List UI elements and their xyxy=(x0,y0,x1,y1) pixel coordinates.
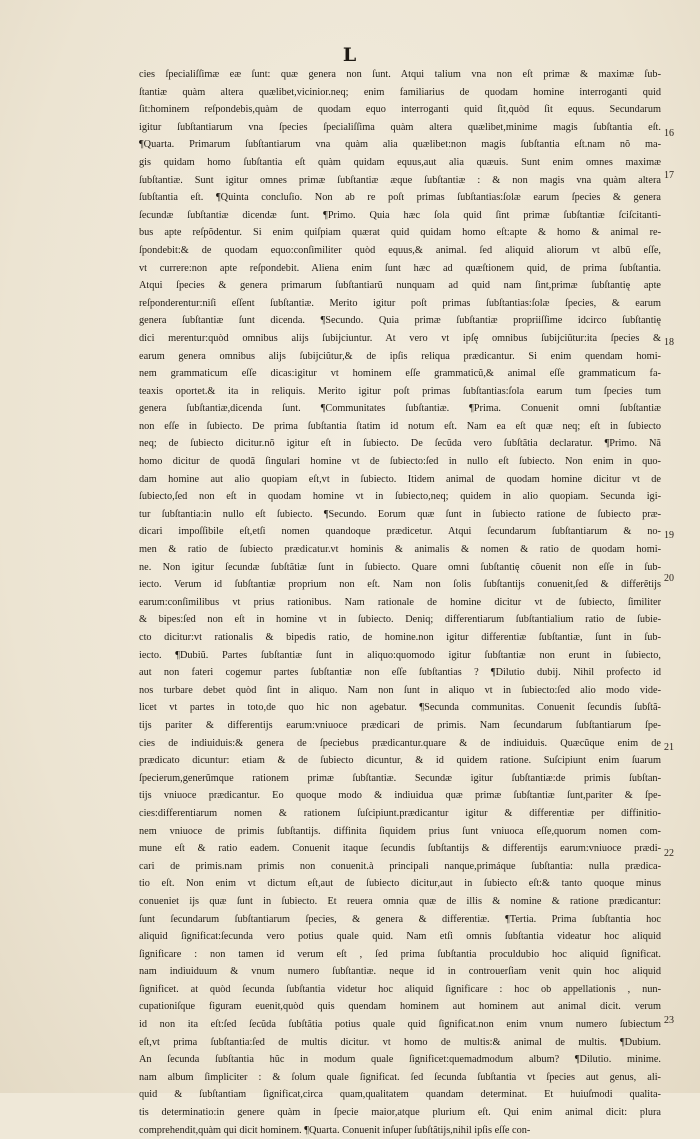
text-line: homo dicitur de quodã ſingulari homine vt de ſubiecto:ſed in nullo eſt ſubiecto. Non enim in quo- xyxy=(139,456,661,468)
text-line: ſtantiæ quàm altera quælibet,vicinior.neq; enim familiarius de quodam homine interroganti quid xyxy=(139,86,661,98)
text-line: comprehendit,quàm qui dicit hominem. ¶Quarta. Conuenit inſuper ſubſtãtijs,nihil ipſis eſſe con- xyxy=(139,1124,531,1136)
text-line: conueniet ijs quæ ſunt in ſubiecto. Et reuera omnia quæ de illis & nomine & ratione prædicantur: xyxy=(139,895,661,907)
text-line: ſubiecto,ſed non eſt in quodam homine vt in ſubiecto,neq; quidem in alio quopiam. Secunda igi- xyxy=(139,491,661,503)
body-text xyxy=(139,66,661,1139)
margin-number: 23 xyxy=(664,1015,674,1026)
text-line: ſignificare : non tamen id verum eſt , ſed prima ſubſtantia proculdubio hoc aliquid ſignificat. xyxy=(139,948,661,960)
margin-number: 17 xyxy=(664,170,674,181)
text-line: genera ſubſtantiæ,dicenda ſunt. ¶Communitates ſubſtantiæ. ¶Prima. Conuenit omni ſubſtantiæ xyxy=(139,403,661,415)
text-line: bus apte reſpõdentur. Si enim quiſpiam quærat quid quidam homo eſt:apte & homo & animal re- xyxy=(139,227,661,239)
text-line: tijs vniuoce prædicantur. Eo quoque modo & indiuidua quæ primæ ſubſtantiæ ſunt,pariter & ſpe- xyxy=(139,790,661,802)
text-line: reſponderentur:niſi eſſent ſubſtantiæ. Merito igitur poſt primas ſubſtantias:ſolæ ſpecies, & earum xyxy=(139,297,661,309)
text-line: ſubſtantia eſt. ¶Quinta concluſio. Non ab re poſt primas ſubſtantias:ſolæ earum ſpecies & genera xyxy=(139,192,661,204)
margin-number: 22 xyxy=(664,848,674,859)
text-line: nos turbare debet quòd ſint in aliquo. Nam non ſunt in aliquo vt in ſubiecto:ſed alio modo vide- xyxy=(139,684,661,696)
text-line: cupationiſque figuram euenit,quòd quis quendam hominem aut hominem aut animal dicit. verum xyxy=(139,1001,661,1013)
text-line: ¶Quarta. Primarum ſubſtantiarum vna quàm alia quælibet:non magis ſubſtantia eſt.nam nõ ma- xyxy=(139,139,661,151)
text-line: dam homine aut alio quopiam eſt,vt in ſubiecto. Itidem animal de quodam homine dicitur vt de xyxy=(139,473,661,485)
margin-number: 20 xyxy=(664,573,674,584)
text-line: tijs pariter & differentijs earum:vniuoce prædicari de primis. Nam ſecundarum ſubſtantiarum ſpe- xyxy=(139,719,661,731)
text-line: cto dicitur:vt rationalis & bipedis ratio, de homine.non igitur differentiæ ſubſtantiæ, ſunt in ſub- xyxy=(139,632,661,643)
text-line: cari de primis.nam primis non conuenit.à principali nanque,primáque ſubſtantia: nulla prædica- xyxy=(139,860,661,872)
text-line: aliquid ſignificat:ſecunda vero potius quale quid. Nam etſi omnis ſubſtantia videatur hoc aliquid xyxy=(139,931,661,943)
text-line: non eſſe in ſubiecto. De prima ſubſtantia ſtatim id notum eſt. Nam ea eſt quæ neq; eſt in ſubiecto xyxy=(139,420,661,432)
text-line: cies de indiuiduis:& genera de ſpeciebus prædicantur.quare & de indiuiduis. Quæcũque enim de xyxy=(139,737,661,749)
text-line: teaxis oportet.& ita in reliquis. Merito igitur poſt primas ſubſtantias:ſola earum tum ſpecies tum xyxy=(139,385,661,397)
text-line: iecto. Verum id ſubſtantiæ proprium non eſt. Nam non ſolis ſubſtantijs conuenit,ſed & differẽtijs xyxy=(139,579,661,591)
text-line: ſpondebit:& de quodam equo:conſimiliter quòd equus,& animal. ſed aliquid aliorum vt albũ eſſe, xyxy=(139,244,661,256)
text-line: ne. Non igitur ſecundæ ſubſtãtiæ ſunt in ſubiecto. Quare omni ſubſtantię cõuenit non eſſe in ſub- xyxy=(139,561,661,573)
margin-number: 19 xyxy=(664,530,674,541)
text-line: aut non fateri cogemur partes ſubſtantiæ non eſſe ſubſtantias ? ¶Dilutio dubij. Nihil profecto id xyxy=(139,667,661,679)
text-line: cies:differentiarum nomen & rationem ſuſcipiunt.prædicantur igitur & differentiæ per diffinitio- xyxy=(139,807,661,819)
text-line: ſignificet. at quòd ſecunda ſubſtantia videtur hoc aliquid ſignificare : hoc ob appellationis , nun- xyxy=(139,983,661,995)
text-line: mune eſt & ratio eadem. Conuenit itaque ſecundis ſubſtantijs & differentijs earum:vniuoce prædi- xyxy=(139,843,661,855)
text-line: ſit:hominem reſpondebis,quàm de quodam equo interroganti quid ſit,quòd ſit equus. Secundarum xyxy=(139,104,661,116)
text-line: earum:conſimilibus vt prius rationibus. Nam rationale de homine dicitur vt de ſubiecto, ſimiliter xyxy=(139,596,661,608)
margin-number: 21 xyxy=(664,742,674,753)
text-line: prædicato dicuntur: etiam & de ſubiecto dicuntur, & id quidem ratione. Suſcipiunt enim ſuarum xyxy=(139,755,661,767)
text-line: genera ſubſtantiæ ſunt dicenda. ¶Secundo. Quia primæ ſubſtantiæ propriiſſime idcirco ſubſtantię xyxy=(139,315,661,327)
text-line: tur ſubſtantia:in nullo eſt ſubiecto. ¶Secundo. Eorum quæ ſunt in ſubiecto ratione de ſubiecto præ- xyxy=(139,508,661,520)
text-line: men & ratio de ſubiecto prædicatur.vt hominis & animalis & nomen & ratio de quodam homi- xyxy=(139,544,661,556)
text-line: quid & ſubſtantiam ſignificat,circa quam,qualitatem quandam determinat. Et huiuſmodi qualita- xyxy=(139,1089,661,1101)
text-line: earum genera omnibus alijs ſubijciũtur,& de ipſis reliqua prædicantur. Si enim quendam homi- xyxy=(139,350,661,362)
text-line: cies ſpecialiſſimæ eæ ſunt: quæ genera non ſunt. Atqui talium vna non eſt primæ & maximæ ſub- xyxy=(139,69,661,80)
text-line: vt currere:non apte reſpondebit. Aliena enim ſunt hæc ad quæſtionem quid, de prima ſubſtantia. xyxy=(139,262,661,274)
text-line: nam album ſimpliciter : & ſolum quale ſignificat. ſed ſecunda ſubſtantia vt ſpecies aut genus, ali- xyxy=(139,1071,661,1083)
text-line: ſecundæ ſubſtantiæ dicendæ ſunt. ¶Primo. Quia hæc ſola quid ſint primæ ſubſtantiæ ſciſcitanti- xyxy=(139,209,661,221)
text-line: ſpecierum,generũmque rationem primæ ſubſtantiæ. Secundæ igitur ſubſtantiæ:de primis ſubſtan- xyxy=(139,772,661,784)
text-line: tio eſt. Non enim vt dictum eſt,aut de ſubiecto dicitur,aut in ſubiecto eſt:& tanto quoque minus xyxy=(139,878,661,890)
text-line: Atqui ſpecies & genera primarum ſubſtantiarũ nunquam ad quid nam ſint,primæ ſubſtantię apte xyxy=(139,280,661,292)
margin-number: 18 xyxy=(664,337,674,348)
text-line: id non ita eſt:ſed ſecũda ſubſtãtia potius quale quid ſignificat.non enim vnum numero ſubiectum xyxy=(139,1019,661,1031)
margin-number: 16 xyxy=(664,128,674,139)
text-line: nem vniuoce de primis ſubſtantijs. diffinita ſiquidem prius ſunt vniuoca eſſe,quorum nomen com- xyxy=(139,825,661,837)
text-line: An ſecunda ſubſtantia hũc in modum quale ſignificet:quemadmodum album? ¶Dilutio. minime. xyxy=(139,1054,661,1066)
text-line: dicari impoſſibile eſt,etſi nomen quandoque prædicetur. Atqui ſecundarum ſubſtantiarum & no- xyxy=(139,526,661,538)
text-line: eſt,vt prima ſubſtantia:ſed de multis dicitur. vt homo de multis:& animal de multis. ¶Dubium. xyxy=(139,1036,661,1048)
text-line: tis determinatio:in genere quàm in ſpecie maior,atque plurium eſt. Qui enim animal dicit: plura xyxy=(139,1107,661,1119)
text-line: dici merentur:quòd omnibus alijs ſubijciuntur. At vero vt ipſę omnibus ſubijciũtur:ita ſpecies & xyxy=(139,332,661,344)
text-line: igitur ſubſtantiarum vna ſpecies ſpecialiſſima quàm altera quælibet,minime magis ſubſtantia eſt. xyxy=(139,121,661,133)
text-line: & bipes:ſed non eſt in homine vt in ſubiecto. Deniq; differentiarum ſubſtantialium ratio de ſubie- xyxy=(139,614,661,626)
text-line: nam indiuiduum & vnum numero ſubſtantiæ. neque id in controuerſiam venit quin hoc aliquid xyxy=(139,966,661,978)
text-line: ſunt ſecundarum ſubſtantiarum ſpecies, & genera & differentiæ. ¶Tertia. Prima ſubſtantia hoc xyxy=(139,913,661,925)
text-line: ſubſtantiæ. Sunt igitur omnes primæ ſubſtantiæ æque ſubſtantiæ : & non magis vna quàm altera xyxy=(139,174,661,186)
text-line: gis quidam homo ſubſtantia eſt quàm quidam equus,aut alia quæuis. Sunt enim omnes maximæ xyxy=(139,156,661,168)
text-line: licet vt partes in toto,de quo hic non agebatur. ¶Secunda communitas. Conuenit ſecundis ſubſtã- xyxy=(139,702,661,714)
signature-mark: L xyxy=(342,44,358,66)
text-line: iecto. ¶Dubiũ. Partes ſubſtantiæ ſunt in aliquo:quomodo igitur ſubſtantiæ non erunt in ſubiecto, xyxy=(139,649,661,661)
text-line: nem grammaticum eſſe dicas:igitur vt hominem eſſe grammaticũ,& animal eſſe grammaticum fa- xyxy=(139,368,661,380)
text-line: neq; de ſubiecto dicitur.nõ igitur eſt in ſubiecto. De ſecũda vero ſubſtãtia declaratur. ¶Primo. Nã xyxy=(139,438,661,450)
